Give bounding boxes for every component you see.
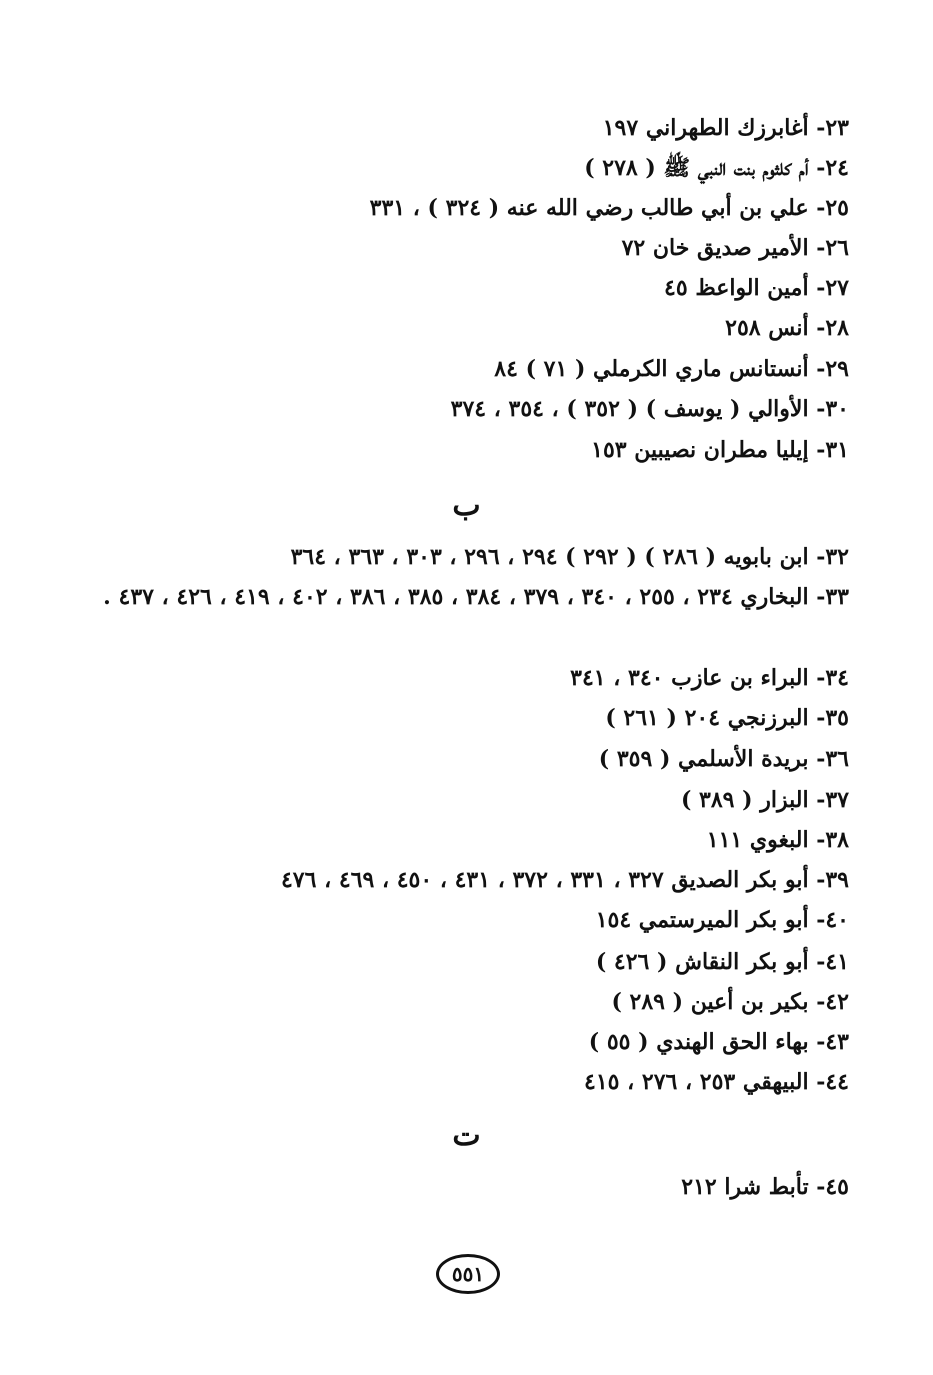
index-entry: ٣٤- البراء بن عازب ٣٤٠ ، ٣٤١ [570,665,849,691]
index-entry: ٤٠- أبو بكر الميرستمي ١٥٤ [595,907,849,933]
index-entry: ٣٨- البغوي ١١١ [706,827,849,853]
index-entry: ٢٨- أنس ٢٥٨ [725,315,849,341]
index-entry: ٣٣- البخاري ٢٣٤ ، ٢٥٥ ، ٣٤٠ ، ٣٧٩ ، ٣٨٤ ، ٣٨٥ ، ٣٨٦ ، ٤٠٢ ، ٤١٩ ، ٤٢٦ ، ٤٣٧ . [103,584,849,610]
index-entry: ٣٢- ابن بابويه ( ٢٨٦ ) ( ٢٩٢ ) ٢٩٤ ، ٢٩٦ ، ٣٠٣ ، ٣٦٣ ، ٣٦٤ [290,544,849,570]
index-entry: ٢٦- الأمير صديق خان ٧٢ [621,235,849,261]
index-entry: ٢٤- أم كلثوم بنت النبي ﷺ ( ٢٧٨ ) [584,155,849,181]
index-entry: ٣٩- أبو بكر الصديق ٣٢٧ ، ٣٣١ ، ٣٧٢ ، ٤٣١ ، ٤٥٠ ، ٤٦٩ ، ٤٧٦ [280,867,849,893]
index-entry: ٣٦- بريدة الأسلمي ( ٣٥٩ ) [598,746,849,772]
index-entry: ٢٩- أنستانس ماري الكرملي ( ٧١ ) ٨٤ [494,356,849,382]
index-entry: ٤٤- البيهقي ٢٥٣ ، ٢٧٦ ، ٤١٥ [584,1069,849,1095]
section-letter-ba: ب [452,488,481,523]
index-entry: ٣٠- الأوالي ( يوسف ) ( ٣٥٢ ) ، ٣٥٤ ، ٣٧٤ [450,396,849,422]
page-number: ٥٥١ [436,1254,500,1294]
index-entry: ٢٧- أمين الواعظ ٤٥ [664,275,849,301]
index-entry: ٣١- إيليا مطران نصيبين ١٥٣ [591,437,849,463]
index-entry: ٤٣- بهاء الحق الهندي ( ٥٥ ) [588,1029,849,1055]
index-entry: ٤٢- بكير بن أعين ( ٢٨٩ ) [611,989,849,1015]
index-entry: ٤١- أبو بكر النقاش ( ٤٢٦ ) [595,949,849,975]
index-entry: ٣٥- البرزنجي ٢٠٤ ( ٢٦١ ) [605,705,849,731]
section-letter-ta: ت [452,1118,481,1153]
index-entry: ٣٧- البزار ( ٣٨٩ ) [680,787,849,813]
index-entry: ٢٣- أغابرزك الطهراني ١٩٧ [602,115,849,141]
index-entry: ٢٥- علي بن أبي طالب رضي الله عنه ( ٣٢٤ ) ، ٣٣١ [369,195,849,221]
index-entry: ٤٥- تأبط شرا ٢١٢ [681,1174,849,1200]
